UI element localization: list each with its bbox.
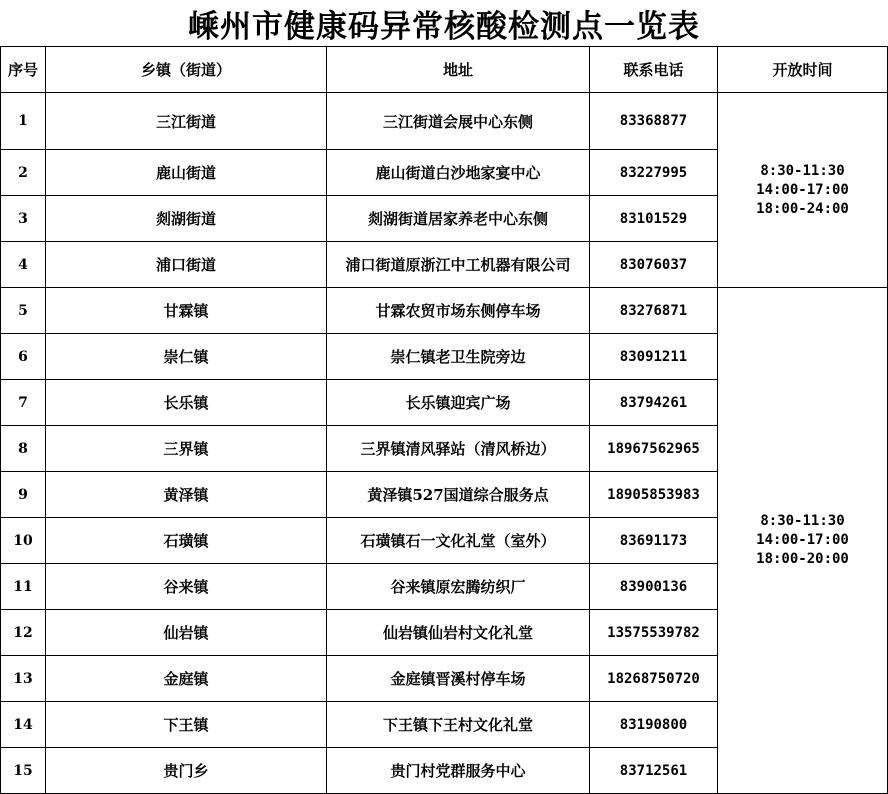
cell-town: 长乐镇 xyxy=(46,380,327,426)
header-seq: 序号 xyxy=(1,47,46,93)
cell-no: 5 xyxy=(1,288,46,334)
cell-address: 下王镇下王村文化礼堂 xyxy=(327,702,590,748)
cell-phone: 13575539782 xyxy=(590,610,718,656)
cell-no: 11 xyxy=(1,564,46,610)
header-hours: 开放时间 xyxy=(718,47,888,93)
cell-town: 金庭镇 xyxy=(46,656,327,702)
cell-town: 贵门乡 xyxy=(46,748,327,794)
cell-phone: 83794261 xyxy=(590,380,718,426)
cell-phone: 83276871 xyxy=(590,288,718,334)
cell-address: 金庭镇晋溪村停车场 xyxy=(327,656,590,702)
cell-address: 黄泽镇527国道综合服务点 xyxy=(327,472,590,518)
cell-hours-group-1 xyxy=(718,93,888,288)
cell-address: 石璜镇石一文化礼堂（室外） xyxy=(327,518,590,564)
cell-town: 浦口街道 xyxy=(46,242,327,288)
cell-town: 下王镇 xyxy=(46,702,327,748)
header-phone: 联系电话 xyxy=(590,47,718,93)
cell-phone: 83900136 xyxy=(590,564,718,610)
cell-address: 甘霖农贸市场东侧停车场 xyxy=(327,288,590,334)
cell-address: 三江街道会展中心东侧 xyxy=(327,93,590,150)
cell-no: 4 xyxy=(1,242,46,288)
cell-town: 黄泽镇 xyxy=(46,472,327,518)
hours-line: 18:00-24:00 xyxy=(756,200,849,217)
cell-no: 7 xyxy=(1,380,46,426)
cell-town: 剡湖街道 xyxy=(46,196,327,242)
header-address: 地址 xyxy=(327,47,590,93)
cell-no: 3 xyxy=(1,196,46,242)
cell-address: 崇仁镇老卫生院旁边 xyxy=(327,334,590,380)
cell-town: 鹿山街道 xyxy=(46,150,327,196)
cell-phone: 83076037 xyxy=(590,242,718,288)
header-town: 乡镇（街道） xyxy=(46,47,327,93)
hours-line: 14:00-17:00 xyxy=(756,181,849,198)
cell-town: 甘霖镇 xyxy=(46,288,327,334)
cell-no: 14 xyxy=(1,702,46,748)
cell-no: 13 xyxy=(1,656,46,702)
cell-no: 6 xyxy=(1,334,46,380)
cell-no: 1 xyxy=(1,93,46,150)
cell-phone: 83691173 xyxy=(590,518,718,564)
cell-town: 谷来镇 xyxy=(46,564,327,610)
cell-no: 8 xyxy=(1,426,46,472)
cell-address: 三界镇清风驿站（清风桥边） xyxy=(327,426,590,472)
cell-town: 仙岩镇 xyxy=(46,610,327,656)
cell-town: 三江街道 xyxy=(46,93,327,150)
cell-address: 谷来镇原宏腾纺织厂 xyxy=(327,564,590,610)
cell-town: 崇仁镇 xyxy=(46,334,327,380)
cell-address: 长乐镇迎宾广场 xyxy=(327,380,590,426)
table-row xyxy=(1,288,888,334)
cell-address: 仙岩镇仙岩村文化礼堂 xyxy=(327,610,590,656)
cell-address: 鹿山街道白沙地家宴中心 xyxy=(327,150,590,196)
cell-phone: 83712561 xyxy=(590,748,718,794)
cell-address: 浦口街道原浙江中工机器有限公司 xyxy=(327,242,590,288)
cell-no: 9 xyxy=(1,472,46,518)
page-title: 嵊州市健康码异常核酸检测点一览表 xyxy=(188,8,700,45)
cell-phone: 83368877 xyxy=(590,93,718,150)
hours-line: 14:00-17:00 xyxy=(756,532,849,548)
testing-sites-table xyxy=(0,46,888,794)
cell-hours-group-2 xyxy=(718,288,888,794)
table-header-row xyxy=(1,47,888,93)
cell-no: 12 xyxy=(1,610,46,656)
hours-line: 8:30-11:30 xyxy=(760,162,845,179)
cell-town: 石璜镇 xyxy=(46,518,327,564)
cell-no: 10 xyxy=(1,518,46,564)
cell-phone: 83091211 xyxy=(590,334,718,380)
cell-no: 15 xyxy=(1,748,46,794)
cell-phone: 83190800 xyxy=(590,702,718,748)
hours-line: 18:00-20:00 xyxy=(756,551,849,567)
cell-phone: 83101529 xyxy=(590,196,718,242)
hours-line: 8:30-11:30 xyxy=(760,513,845,529)
cell-no: 2 xyxy=(1,150,46,196)
cell-phone: 18268750720 xyxy=(590,656,718,702)
cell-town: 三界镇 xyxy=(46,426,327,472)
cell-phone: 83227995 xyxy=(590,150,718,196)
cell-address: 剡湖街道居家养老中心东侧 xyxy=(327,196,590,242)
cell-phone: 18967562965 xyxy=(590,426,718,472)
table-row xyxy=(1,93,888,150)
cell-phone: 18905853983 xyxy=(590,472,718,518)
cell-address: 贵门村党群服务中心 xyxy=(327,748,590,794)
